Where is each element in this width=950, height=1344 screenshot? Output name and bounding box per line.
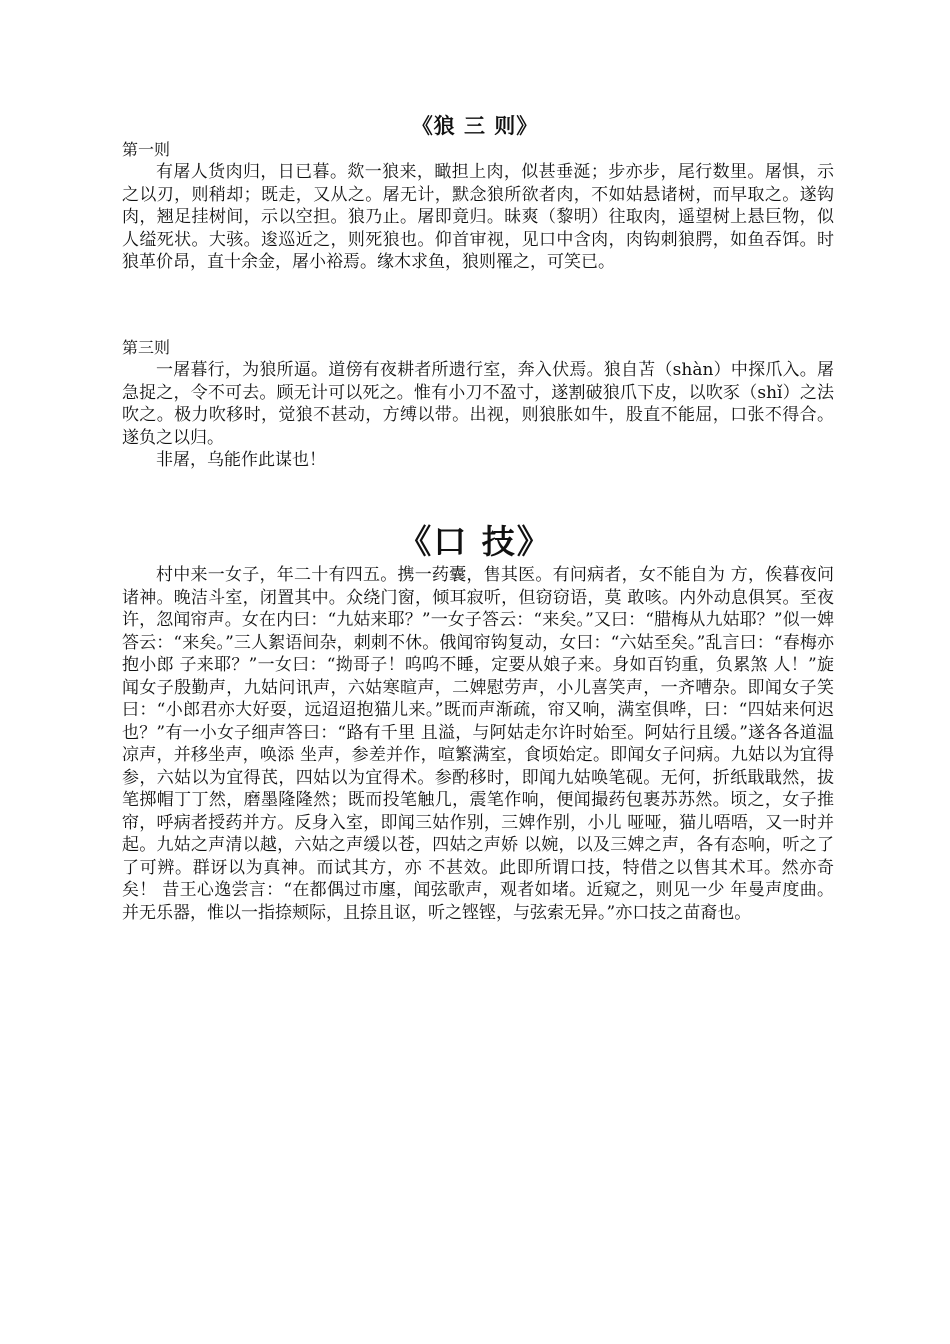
kouji-paragraph: 村中来一女子，年二十有四五。携一药囊，售其医。有问病者，女不能自为 方，俟暮夜问诸神。晚洁斗室，闭置其中。众绕门窗，倾耳寂听，但窃窃语，莫 敢咳。内外动息俱冥。至夜许，忽闻帘声。女在内曰：“九姑来耶？”一女子答云：“来矣。”又曰：“腊梅从九姑耶？”似一婢答云：“来矣。”三人絮语间杂，刺刺不休。俄闻帘钩复动，女曰：“六姑至矣。”乱言曰：“春梅亦抱小郎 子来耶？”一女曰：“拗哥子！呜呜不睡，定要从娘子来。身如百钧重，负累煞 人！”旋闻女子殷勤声，九姑问讯声，六姑寒暄声，二婢慰劳声，小儿喜笑声，一齐嘈杂。即闻女子笑曰：“小郎君亦大好耍，远迢迢抱猫儿来。”既而声渐疏，帘又响，满室俱哗，曰：“四姑来何迟也？”有一小女子细声答曰：“路有千里 且溢，与阿姑走尔许时始至。阿姑行且缓。”遂各各道温凉声，并移坐声，唤添 坐声，参差并作，喧繁满室，食顷始定。即闻女子问病。九姑以为宜得参，六姑以为宜得芪，四姑以为宜得术。参酌移时，即闻九姑唤笔砚。无何，折纸戢戢然，拔笔掷帽丁丁然，磨墨隆隆然；既而投笔触几，震笔作响，便闻撮药包裹苏苏然。顷之，女子推帘，呼病者授药并方。反身入室，即闻三姑作别，三婢作别，小儿 哑哑，猫儿唔唔，又一时并起。九姑之声清以越，六姑之声缓以苍，四姑之声娇 以婉，以及三婢之声，各有态响，听之了了可辨。群讶以为真神。而试其方，亦 不甚效。此即所谓口技，特借之以售其术耳。然亦奇矣！ 昔王心逸尝言：“在都偶过市廛，闻弦歌声，观者如堵。近窥之，则见一少 年曼声度曲。并无乐器，惟以一指捺颊际，且捺且讴，听之铿铿，与弦索无异。”亦口技之苗裔也。 [122, 565, 834, 923]
part-3-label: 第三则 [122, 338, 171, 357]
kouji-title: 《口 技》 [398, 522, 552, 561]
kouji-section [122, 564, 834, 924]
part-3-conclusion: 非屠，乌能作此谋也！ [156, 450, 326, 470]
part-1-paragraph: 有屠人货肉归，日已暮。欻一狼来，瞰担上肉，似甚垂涎；步亦步，尾行数里。屠惧，示之以刃，则稍却；既走，又从之。屠无计，默念狼所欲者肉，不如姑悬诸树，而早取之。遂钩肉，翘足挂树间，示以空担。狼乃止。屠即竟归。昧爽（黎明）往取肉，遥望树上悬巨物，似人缢死状。大骇。逡巡近之，则死狼也。仰首审视，见口中含肉，肉钩刺狼腭，如鱼吞饵。时狼革价昂，直十余金，屠小裕焉。缘木求鱼，狼则罹之，可笑已。 [122, 162, 834, 272]
part-1-label: 第一则 [122, 140, 171, 159]
wolf-part-3 [122, 337, 834, 472]
wolf-title: 《狼 三 则》 [411, 114, 539, 138]
part-3-paragraph: 一屠暮行，为狼所逼。道傍有夜耕者所遗行室，奔入伏焉。狼自苫（shàn）中探爪入。屠急捉之，令不可去。顾无计可以死之。惟有小刀不盈寸，遂割破狼爪下皮，以吹豕（shǐ）之法吹之。极力吹移时，觉狼不甚动，方缚以带。出视，则狼胀如牛，股直不能屈，口张不得合。遂负之以归。 [122, 360, 834, 448]
wolf-part-1 [122, 139, 834, 274]
